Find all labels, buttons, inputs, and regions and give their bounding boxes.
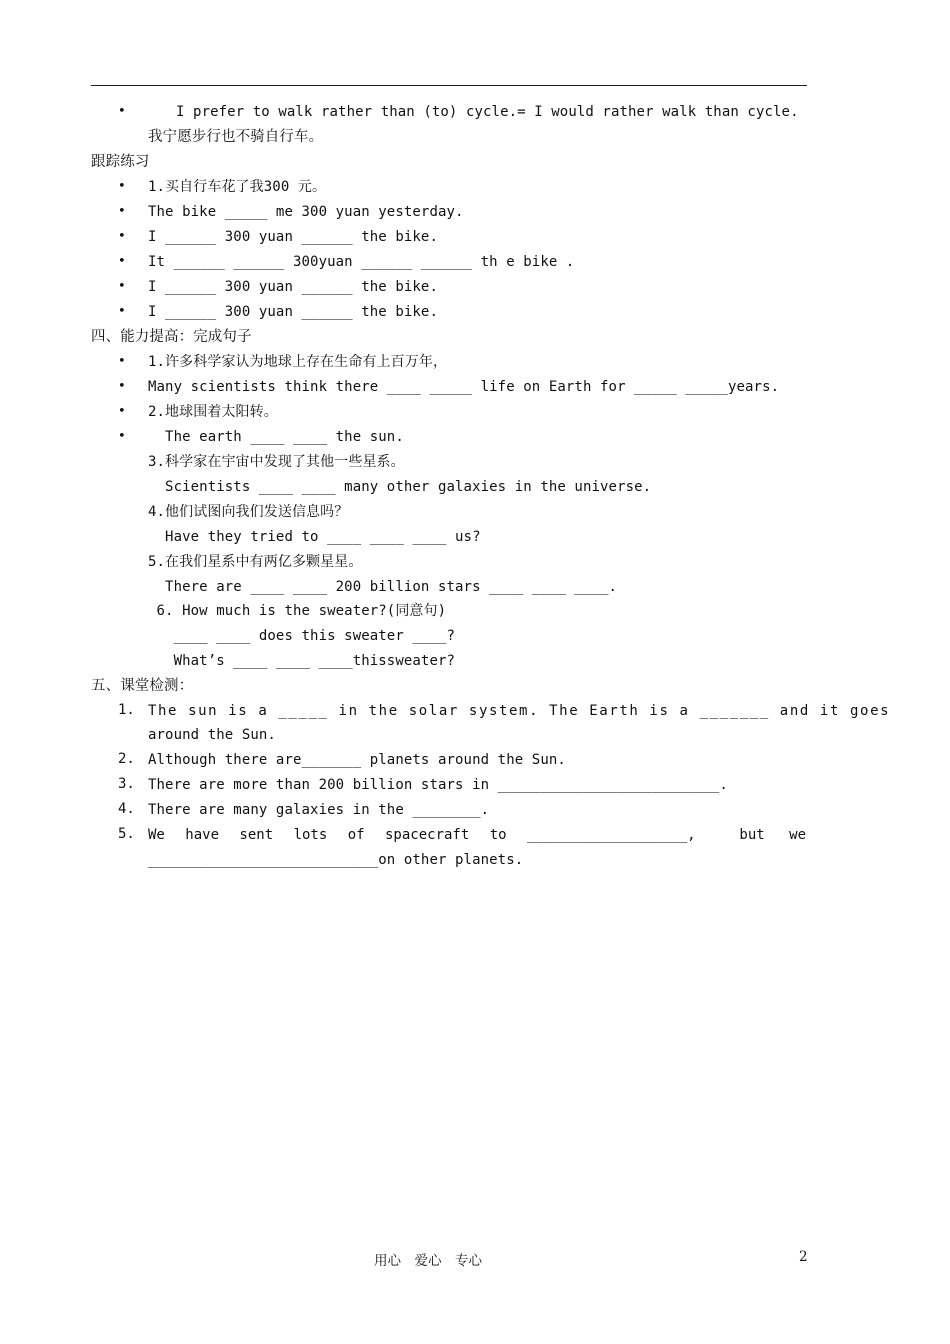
section5-item-line <box>148 702 891 720</box>
section5-item-text: There are more than 200 billion stars in __________________________. <box>148 777 728 793</box>
section4-line: ____ ____ does this sweater ____? <box>148 628 456 644</box>
bullet: • <box>118 104 126 119</box>
footer-motto: 用心 爱心 专心 <box>374 1253 482 1269</box>
intro-sentence: I prefer to walk rather than (to) cycle.= I would rather walk than cycle. <box>176 104 799 120</box>
bullet: • <box>118 304 126 319</box>
section4-line: 6. How much is the sweater?(同意句) <box>148 603 447 619</box>
section5-item-text: The sun is a _____ in the solar system. The Earth is a _______ and it goes <box>148 703 891 719</box>
section4-line: 3.科学家在宇宙中发现了其他一些星系。 <box>148 454 405 470</box>
practice-item: I ______ 300 yuan ______ the bike. <box>148 229 438 245</box>
section5-item-text: around the Sun. <box>148 727 276 743</box>
bullet: • <box>118 354 126 369</box>
practice-item: The bike _____ me 300 yuan yesterday. <box>148 204 464 220</box>
item-number: 3. <box>118 776 135 792</box>
practice-heading: 跟踪练习 <box>91 154 150 170</box>
header-rule <box>91 85 807 86</box>
section5-item-text: Although there are_______ planets around the Sun. <box>148 752 566 768</box>
section5-heading: 五、课堂检测： <box>91 678 194 694</box>
section5-item-text: We have sent lots of spacecraft to ___________________, <box>148 827 696 843</box>
section4-line: Have they tried to ____ ____ ____ us? <box>148 529 481 545</box>
item-number: 5. <box>118 826 135 842</box>
section4-line: There are ____ ____ 200 billion stars ____ ____ ____. <box>148 579 618 595</box>
practice-item: I ______ 300 yuan ______ the bike. <box>148 279 438 295</box>
bullet: • <box>118 204 126 219</box>
section4-line: Scientists ____ ____ many other galaxies in the universe. <box>148 479 652 495</box>
section4-item: The earth ____ ____ the sun. <box>148 429 404 445</box>
section4-line: What’s ____ ____ ____thissweater? <box>148 653 456 669</box>
section5-item-text: ___________________________on other planets. <box>148 852 524 868</box>
bullet: • <box>118 179 126 194</box>
bullet: • <box>118 254 126 269</box>
practice-item: I ______ 300 yuan ______ the bike. <box>148 304 438 320</box>
bullet: • <box>118 229 126 244</box>
section5-item-line <box>148 826 806 844</box>
section4-heading: 四、能力提高：完成句子 <box>91 329 252 345</box>
intro-translation: 我宁愿步行也不骑自行车。 <box>148 129 324 145</box>
section4-item: 1.许多科学家认为地球上存在生命有上百万年， <box>148 354 448 370</box>
section4-line: 5.在我们星系中有两亿多颗星星。 <box>148 554 363 570</box>
bullet: • <box>118 429 126 444</box>
practice-item: It ______ ______ 300yuan ______ ______ th e bike . <box>148 254 575 270</box>
item-number: 1. <box>118 702 135 718</box>
section4-line: 4.他们试图向我们发送信息吗？ <box>148 504 349 520</box>
bullet: • <box>118 279 126 294</box>
section4-item: 2.地球围着太阳转。 <box>148 404 278 420</box>
bullet: • <box>118 404 126 419</box>
item-number: 4. <box>118 801 135 817</box>
section4-item: Many scientists think there ____ _____ life on Earth for _____ _____years. <box>148 379 780 395</box>
section5-item-text: but we <box>739 827 806 843</box>
practice-item: 1.买自行车花了我300 元。 <box>148 179 327 195</box>
item-number: 2. <box>118 751 135 767</box>
section5-item-text: There are many galaxies in the ________. <box>148 802 490 818</box>
page-number: 2 <box>799 1249 808 1265</box>
bullet: • <box>118 379 126 394</box>
